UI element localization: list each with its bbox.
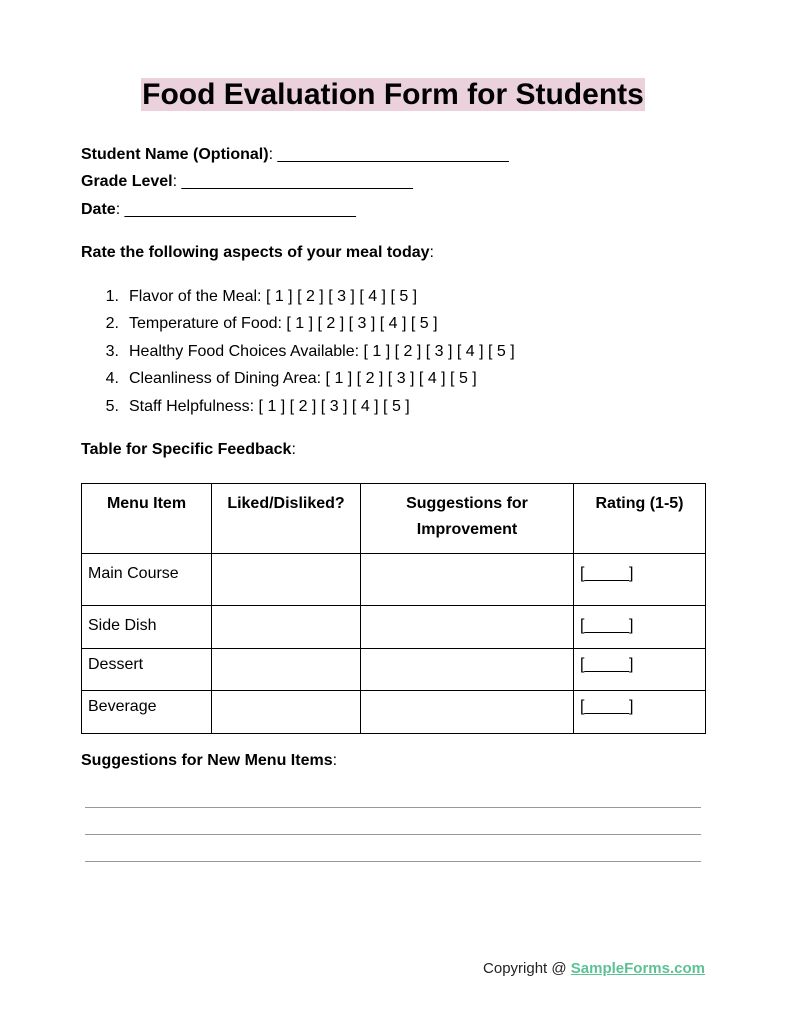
feedback-table xyxy=(81,483,706,734)
rate-heading: Rate the following aspects of your meal today: xyxy=(81,244,434,261)
student-name-blank[interactable]: __________________________ xyxy=(277,146,509,163)
writing-line[interactable] xyxy=(85,834,701,835)
date-blank[interactable]: __________________________ xyxy=(124,201,356,218)
writing-line[interactable] xyxy=(85,807,701,808)
date-field: Date: __________________________ xyxy=(81,201,356,218)
rating-list xyxy=(81,287,515,424)
student-name-field: Student Name (Optional): __________________________ xyxy=(81,146,509,163)
list-item: 3. Healthy Food Choices Available: [ 1 ] [ 2 ] [ 3 ] [ 4 ] [ 5 ] xyxy=(105,342,515,360)
list-item: 2. Temperature of Food: [ 1 ] [ 2 ] [ 3 ] [ 4 ] [ 5 ] xyxy=(105,315,438,333)
writing-line[interactable] xyxy=(85,861,701,862)
page-title: Food Evaluation Form for Students xyxy=(142,78,644,111)
grade-level-blank[interactable]: __________________________ xyxy=(181,173,413,190)
table-header-row: Menu Item Liked/Disliked? Suggestions for Improvement Rating (1-5) xyxy=(82,484,706,554)
list-item: 5. Staff Helpfulness: [ 1 ] [ 2 ] [ 3 ] [ 4 ] [ 5 ] xyxy=(105,397,410,415)
table-row: Side Dish [_____] xyxy=(82,606,706,649)
table-row: Dessert [_____] xyxy=(82,649,706,691)
table-row: Beverage [_____] xyxy=(82,691,706,734)
table-heading: Table for Specific Feedback: xyxy=(81,441,296,458)
sampleforms-link[interactable]: SampleForms.com xyxy=(570,960,705,977)
suggestions-heading: Suggestions for New Menu Items: xyxy=(81,752,338,769)
table-row: Main Course [_____] xyxy=(82,554,706,606)
copyright-footer: Copyright @ SampleForms.com xyxy=(483,960,705,977)
list-item: 4. Cleanliness of Dining Area: [ 1 ] [ 2 ] [ 3 ] [ 4 ] [ 5 ] xyxy=(105,370,477,388)
list-item: 1. Flavor of the Meal: [ 1 ] [ 2 ] [ 3 ] [ 4 ] [ 5 ] xyxy=(105,288,418,305)
grade-level-field: Grade Level: __________________________ xyxy=(81,173,413,190)
